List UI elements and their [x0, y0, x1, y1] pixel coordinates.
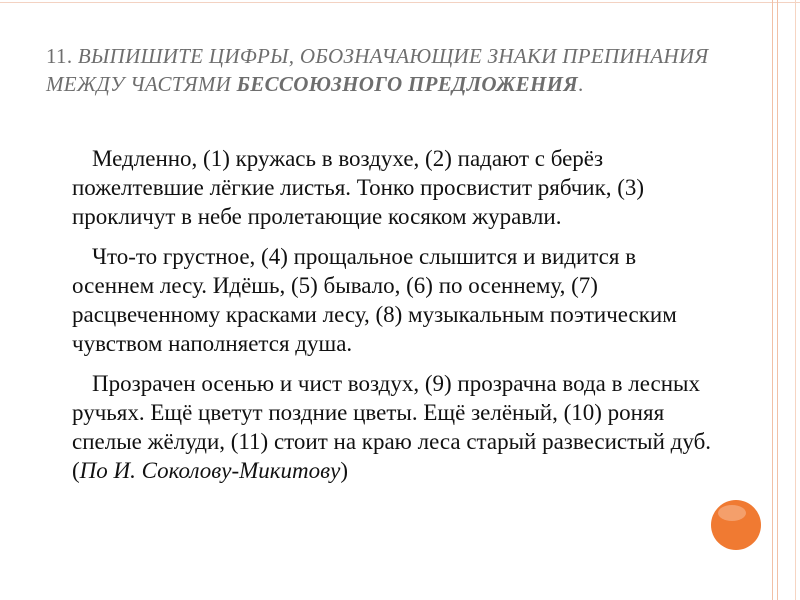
task-number: 11. [46, 44, 78, 68]
paragraph-2: Что-то грустное, (4) прощальное слышится и видится в осеннем лесу. Идёшь, (5) бывало, (6) по осеннему, (7) расцвеченному красками лесу, (8) музыкальным поэтическим чувством наполняется душа. [72, 244, 677, 356]
task-title-period: . [578, 72, 584, 96]
frame-right-line-3 [795, 0, 796, 600]
paragraph-3 [72, 369, 712, 485]
task-instruction: ВЫПИШИТЕ ЦИФРЫ, ОБОЗНАЧАЮЩИЕ ЗНАКИ ПРЕПИНАНИЯ МЕЖДУ ЧАСТЯМИ [46, 44, 709, 96]
frame-right-line-2 [777, 0, 778, 600]
frame-right-line-1 [772, 0, 773, 600]
paragraph-3-text: Прозрачен осенью и чист воздух, (9) прозрачна вода в лесных ручьях. Ещё цветут поздние цветы. Ещё зелёный, (10) роняя спелые жёлуди, (11) стоит на краю леса старый развесистый дуб. [72, 371, 712, 454]
exercise-text [72, 144, 712, 496]
task-title [46, 42, 726, 98]
paragraph-1: Медленно, (1) кружась в воздухе, (2) падают с берёз пожелтевшие лёгкие листья. Тонко просвистит рябчик, (3) прокличут в небе пролетающие косяком журавли. [72, 146, 645, 229]
attribution-author: По И. Соколову-Микитову [79, 458, 341, 483]
decorative-orange-circle [711, 500, 761, 550]
frame-top-line [0, 2, 800, 3]
attribution-close: ) [340, 458, 349, 483]
task-instruction-emphasis: БЕССОЮЗНОГО ПРЕДЛОЖЕНИЯ [236, 72, 578, 96]
attribution-open: ( [72, 458, 80, 483]
